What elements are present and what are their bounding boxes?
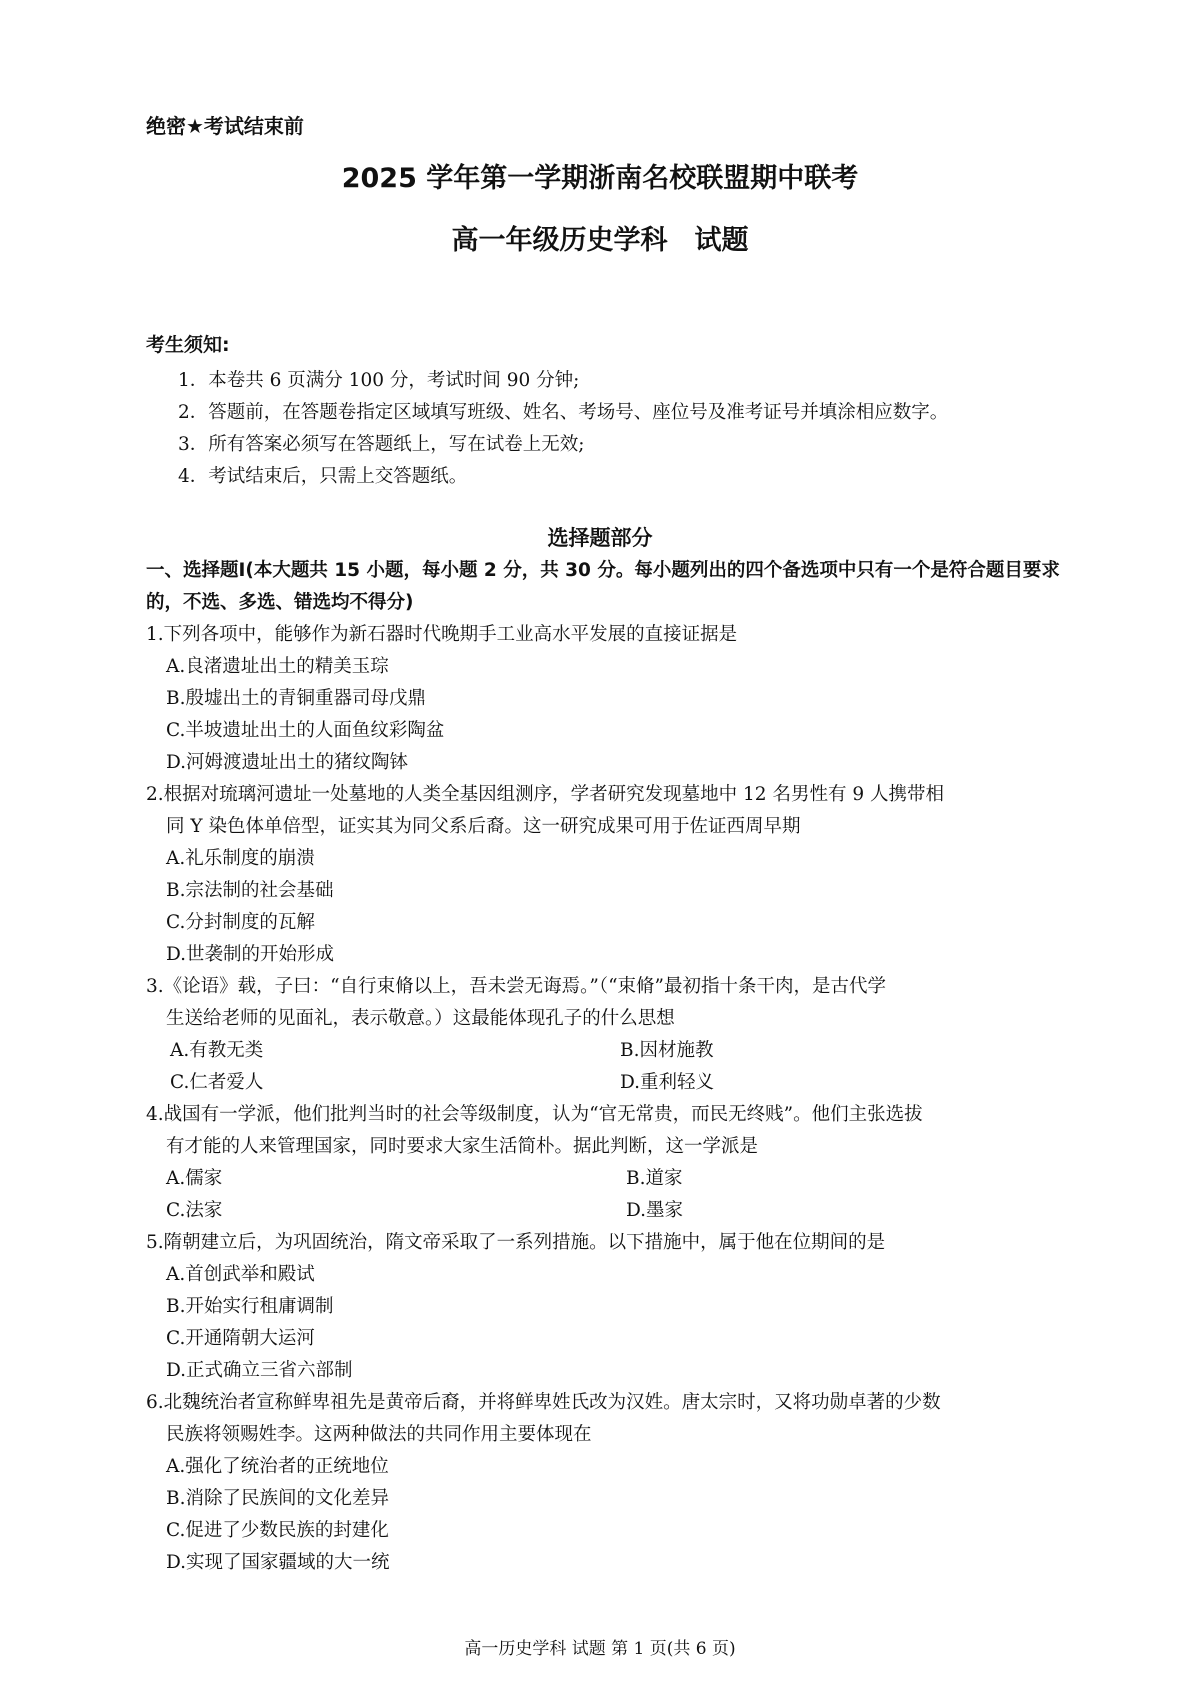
question-stem: 2.根据对琉璃河遗址一处墓地的人类全基因组测序，学者研究发现墓地中 12 名男性有 9 人携带相 [146, 784, 944, 805]
section-instruction: 一、选择题Ⅰ(本大题共 15 小题，每小题 2 分，共 30 分。每小题列出的四个备选项中只有一个是符合题目要求的，不选、多选、错选均不得分) [146, 560, 1060, 613]
question-stem: 4.战国有一学派，他们批判当时的社会等级制度，认为“官无常贵，而民无终贱”。他们主张选拔 [146, 1104, 923, 1125]
notice-heading: 考生须知: [146, 334, 230, 356]
notice-item: 1．本卷共 6 页满分 100 分，考试时间 90 分钟; [178, 370, 580, 391]
question-option: A.良渚遗址出土的精美玉琮 [166, 656, 389, 677]
notice-item: 2．答题前，在答题卷指定区域填写班级、姓名、考场号、座位号及准考证号并填涂相应数字。 [178, 402, 949, 423]
question-option: A.礼乐制度的崩溃 [166, 848, 315, 869]
question-option: D.河姆渡遗址出土的猪纹陶钵 [166, 752, 409, 773]
question-option: C.开通隋朝大运河 [166, 1328, 315, 1349]
question-stem: 5.隋朝建立后，为巩固统治，隋文帝采取了一系列措施。以下措施中，属于他在位期间的是 [146, 1232, 886, 1253]
notice-item: 3．所有答案必须写在答题纸上，写在试卷上无效; [178, 434, 585, 455]
section-title: 选择题部分 [547, 526, 653, 550]
question-option: C.仁者爱人 [170, 1072, 264, 1093]
question-option: C.法家 [166, 1200, 223, 1221]
question-option: B.消除了民族间的文化差异 [166, 1488, 389, 1509]
question-stem: 有才能的人来管理国家，同时要求大家生活简朴。据此判断，这一学派是 [166, 1136, 759, 1157]
question-option: A.强化了统治者的正统地位 [166, 1456, 389, 1477]
exam-title: 2025 学年第一学期浙南名校联盟期中联考 [341, 163, 859, 194]
question-stem: 同 Y 染色体单倍型，证实其为同父系后裔。这一研究成果可用于佐证西周早期 [166, 816, 801, 837]
notice-item: 4．考试结束后，只需上交答题纸。 [178, 466, 468, 487]
question-option: B.殷墟出土的青铜重器司母戊鼎 [166, 688, 426, 709]
confidential-label: 绝密★考试结束前 [146, 114, 304, 138]
page-footer: 高一历史学科 试题 第 1 页(共 6 页) [464, 1639, 736, 1659]
question-option: C.半坡遗址出土的人面鱼纹彩陶盆 [166, 720, 445, 741]
subject-title: 高一年级历史学科 试题 [451, 225, 749, 256]
question-option: D.世袭制的开始形成 [166, 944, 335, 965]
question-stem: 民族将领赐姓李。这两种做法的共同作用主要体现在 [166, 1424, 592, 1445]
question-option: B.道家 [626, 1168, 683, 1189]
question-option: A.儒家 [166, 1168, 223, 1189]
question-stem: 6.北魏统治者宣称鲜卑祖先是黄帝后裔，并将鲜卑姓氏改为汉姓。唐太宗时，又将功勋卓著的少数 [146, 1392, 941, 1413]
question-option: C.分封制度的瓦解 [166, 912, 315, 933]
question-option: B.因材施教 [620, 1040, 714, 1061]
question-option: D.重利轻义 [620, 1072, 715, 1093]
question-stem: 生送给老师的见面礼，表示敬意。）这最能体现孔子的什么思想 [166, 1008, 675, 1029]
question-option: B.开始实行租庸调制 [166, 1296, 334, 1317]
question-option: C.促进了少数民族的封建化 [166, 1520, 389, 1541]
question-stem: 1.下列各项中，能够作为新石器时代晚期手工业高水平发展的直接证据是 [146, 624, 738, 645]
question-option: D.实现了国家疆域的大一统 [166, 1552, 390, 1573]
question-option: D.正式确立三省六部制 [166, 1360, 353, 1381]
question-option: A.有教无类 [170, 1040, 264, 1061]
question-option: B.宗法制的社会基础 [166, 880, 334, 901]
question-option: A.首创武举和殿试 [166, 1264, 315, 1285]
question-stem: 3.《论语》载，子曰：“自行束脩以上，吾未尝无诲焉。”（“束脩”最初指十条干肉，是古代学 [146, 976, 886, 997]
question-option: D.墨家 [626, 1200, 684, 1221]
